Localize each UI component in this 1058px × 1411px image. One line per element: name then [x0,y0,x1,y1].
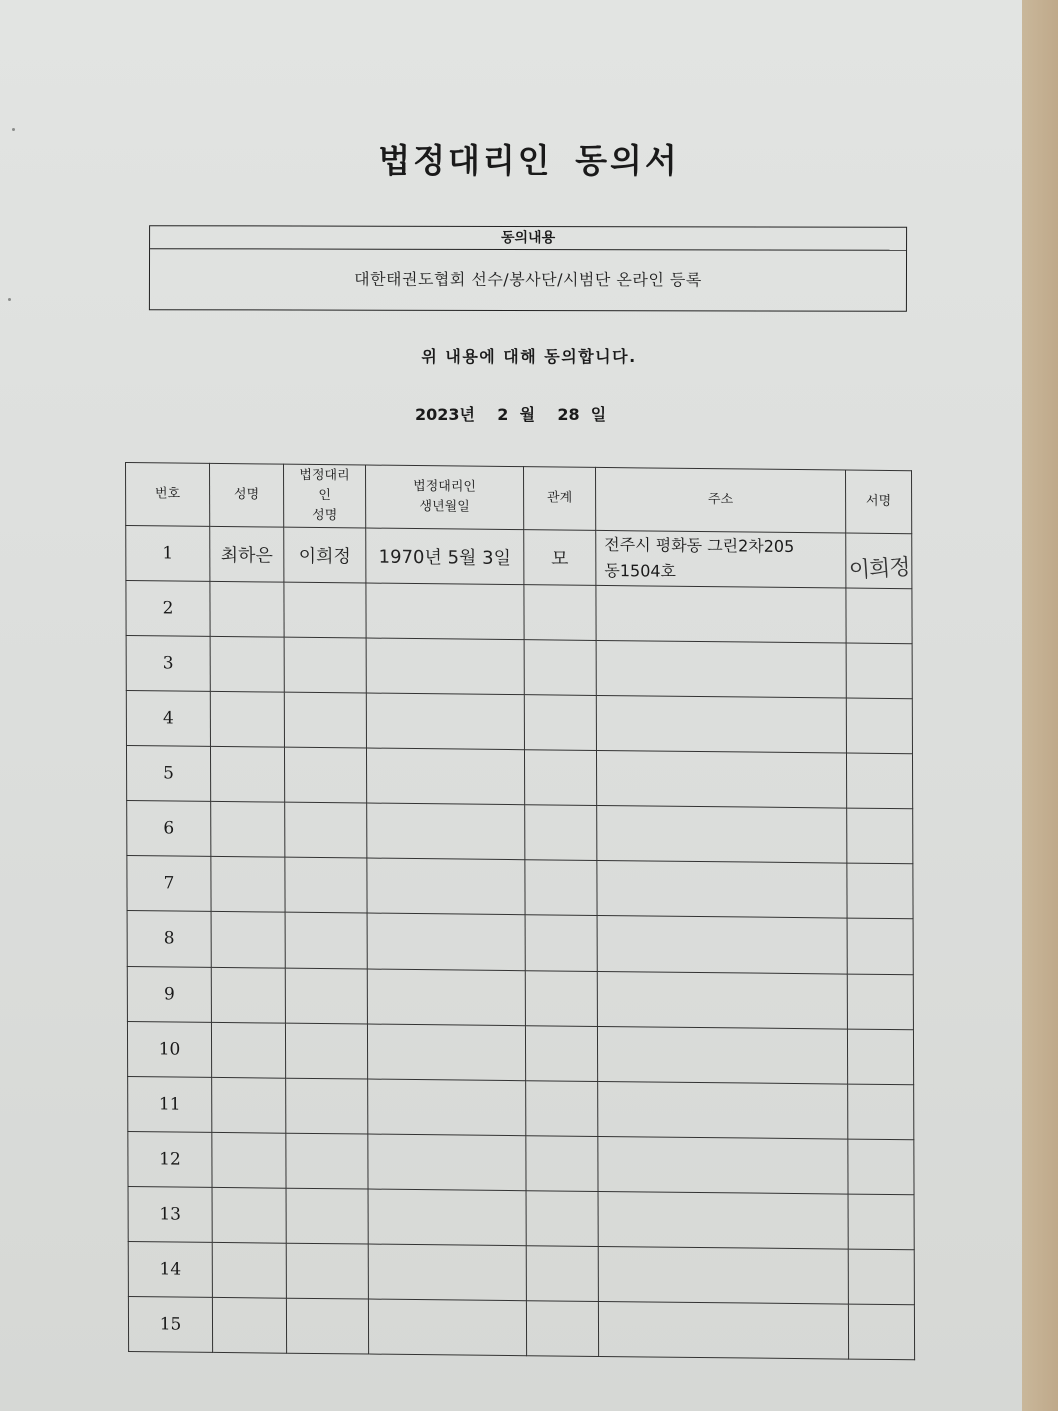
header-guardian-name [284,464,366,528]
row-address [597,861,847,919]
handwritten-signature: 이희정 [848,554,911,584]
row-number: 8 [127,911,211,967]
table-row [126,691,912,754]
row-guardian-birth [368,1189,526,1246]
row-guardian-name [284,582,366,638]
row-address [598,1136,848,1194]
document-title: 법정대리인 동의서 [378,141,680,180]
table-row [126,526,912,589]
header-number: 번호 [126,463,210,527]
row-number: 7 [127,856,211,912]
header-guardian-birth-line2: 생년월일 [419,499,470,515]
date-day-value: 28 [557,405,580,424]
row-guardian-birth [368,1244,526,1301]
row-address-line2: 동1504호 [604,561,677,581]
row-number: 10 [127,1021,211,1077]
row-guardian-name: 이희정 [284,527,366,583]
row-relation: 모 [524,530,596,586]
row-address [596,641,846,699]
row-guardian-birth [366,693,524,750]
row-guardian-name [284,692,366,748]
row-number: 3 [126,636,210,692]
row-guardian-birth [367,858,525,915]
date-month-value: 2 [497,405,509,424]
row-guardian-name [284,747,366,803]
row-guardian-name [286,1078,368,1134]
table-row [128,1296,914,1359]
row-name [211,857,285,913]
row-relation [524,585,596,641]
row-relation [526,1301,598,1357]
row-guardian-name [285,802,367,858]
row-address [597,916,847,974]
row-relation [525,860,597,916]
row-guardian-birth [366,638,524,695]
row-relation [524,695,596,751]
header-name: 성명 [210,463,284,527]
row-signature [848,1304,914,1360]
row-relation [526,1080,598,1136]
table-row [127,856,913,919]
row-relation [524,640,596,696]
row-signature [846,698,912,754]
row-guardian-birth [367,969,525,1026]
guardian-table [125,462,915,1360]
table-row [126,581,912,644]
row-signature [848,1249,914,1305]
row-guardian-name [285,1023,367,1079]
row-guardian-birth [366,748,524,805]
row-number: 6 [127,801,211,857]
row-name [212,1132,286,1188]
row-guardian-birth [367,1024,525,1081]
table-row [127,801,913,864]
consent-header: 동의내용 [150,226,906,251]
row-relation [525,805,597,861]
row-address [596,530,846,588]
paper-speck [12,128,15,131]
row-guardian-name [285,858,367,914]
paper-speck [8,298,11,301]
row-address-line1: 전주시 평화동 그린2차205 [604,535,795,557]
row-name [211,912,285,968]
date-day-label: 일 [590,405,607,424]
table-row [126,636,912,699]
row-name [212,1242,286,1298]
row-name: 최하은 [210,526,284,582]
row-signature [847,808,913,864]
row-number: 1 [126,526,210,582]
header-signature: 서명 [846,470,912,534]
row-signature [846,588,912,644]
header-address: 주소 [596,467,846,533]
row-name [211,802,285,858]
row-address [597,1026,847,1084]
row-number: 2 [126,581,210,637]
row-name [212,1187,286,1243]
row-address [596,751,846,809]
header-guardian-name-line3: 성명 [312,507,338,524]
table-row [127,1021,913,1084]
row-name [212,1297,286,1353]
row-signature [848,1084,914,1140]
row-guardian-birth [367,913,525,970]
row-name [210,692,284,748]
header-relation: 관계 [524,467,596,531]
row-number: 5 [126,746,210,802]
table-row [128,1186,914,1249]
row-guardian-birth [368,1299,526,1356]
row-address [597,971,847,1029]
table-row [127,966,913,1029]
consent-box [149,225,907,312]
row-guardian-name [285,913,367,969]
row-number: 9 [127,966,211,1022]
row-address [596,585,846,643]
date-month-label: 월 [519,405,536,424]
header-guardian-name-line2: 인 [318,488,331,504]
row-address [598,1246,848,1304]
row-name [210,637,284,693]
table-row [126,746,912,809]
row-relation [525,970,597,1026]
row-signature [848,1139,914,1195]
row-guardian-birth [366,583,524,640]
row-guardian-birth: 1970년 5월 3일 [366,528,524,585]
row-address [597,806,847,864]
date-year: 2023년 [415,405,475,424]
header-guardian-birth [366,465,524,530]
row-relation [525,915,597,971]
row-guardian-birth [368,1134,526,1191]
row-number: 4 [126,691,210,747]
row-name [211,1022,285,1078]
row-guardian-name [286,1188,368,1244]
desk-surface [1022,0,1058,1411]
header-guardian-birth-line1: 법정대리인 [413,479,476,495]
row-number: 13 [128,1186,212,1242]
header-guardian-name-line1: 법정대리 [299,467,350,484]
table-row [128,1241,914,1304]
row-signature [846,753,912,809]
date-line [415,402,606,425]
agreement-statement: 위 내용에 대해 동의합니다. [421,347,637,366]
row-number: 12 [128,1131,212,1187]
row-name [212,1077,286,1133]
row-relation [526,1135,598,1191]
row-signature [847,1029,913,1085]
row-guardian-name [286,1133,368,1189]
row-address [596,696,846,754]
row-relation [525,1025,597,1081]
row-guardian-birth [368,1079,526,1136]
row-signature [847,974,913,1030]
row-number: 14 [128,1241,212,1297]
row-address [598,1191,848,1249]
row-name [210,747,284,803]
row-relation [526,1190,598,1246]
row-signature [846,643,912,699]
row-relation [524,750,596,806]
table-row [128,1076,914,1139]
row-relation [526,1246,598,1302]
row-guardian-name [284,637,366,693]
table-row [127,911,913,974]
consent-body: 대한태권도협회 선수/봉사단/시범단 온라인 등록 [354,269,702,290]
row-name [211,967,285,1023]
row-guardian-name [286,1243,368,1299]
row-name [210,581,284,637]
row-guardian-name [286,1298,368,1354]
table-row [128,1131,914,1194]
row-signature [848,1194,914,1250]
row-guardian-birth [367,803,525,860]
row-number: 11 [128,1076,212,1132]
row-number: 15 [128,1296,212,1352]
row-address [598,1301,848,1359]
row-signature [847,918,913,974]
table-header-row [126,463,912,534]
row-signature [847,863,913,919]
row-signature [846,533,912,589]
row-guardian-name [285,968,367,1024]
row-address [598,1081,848,1139]
